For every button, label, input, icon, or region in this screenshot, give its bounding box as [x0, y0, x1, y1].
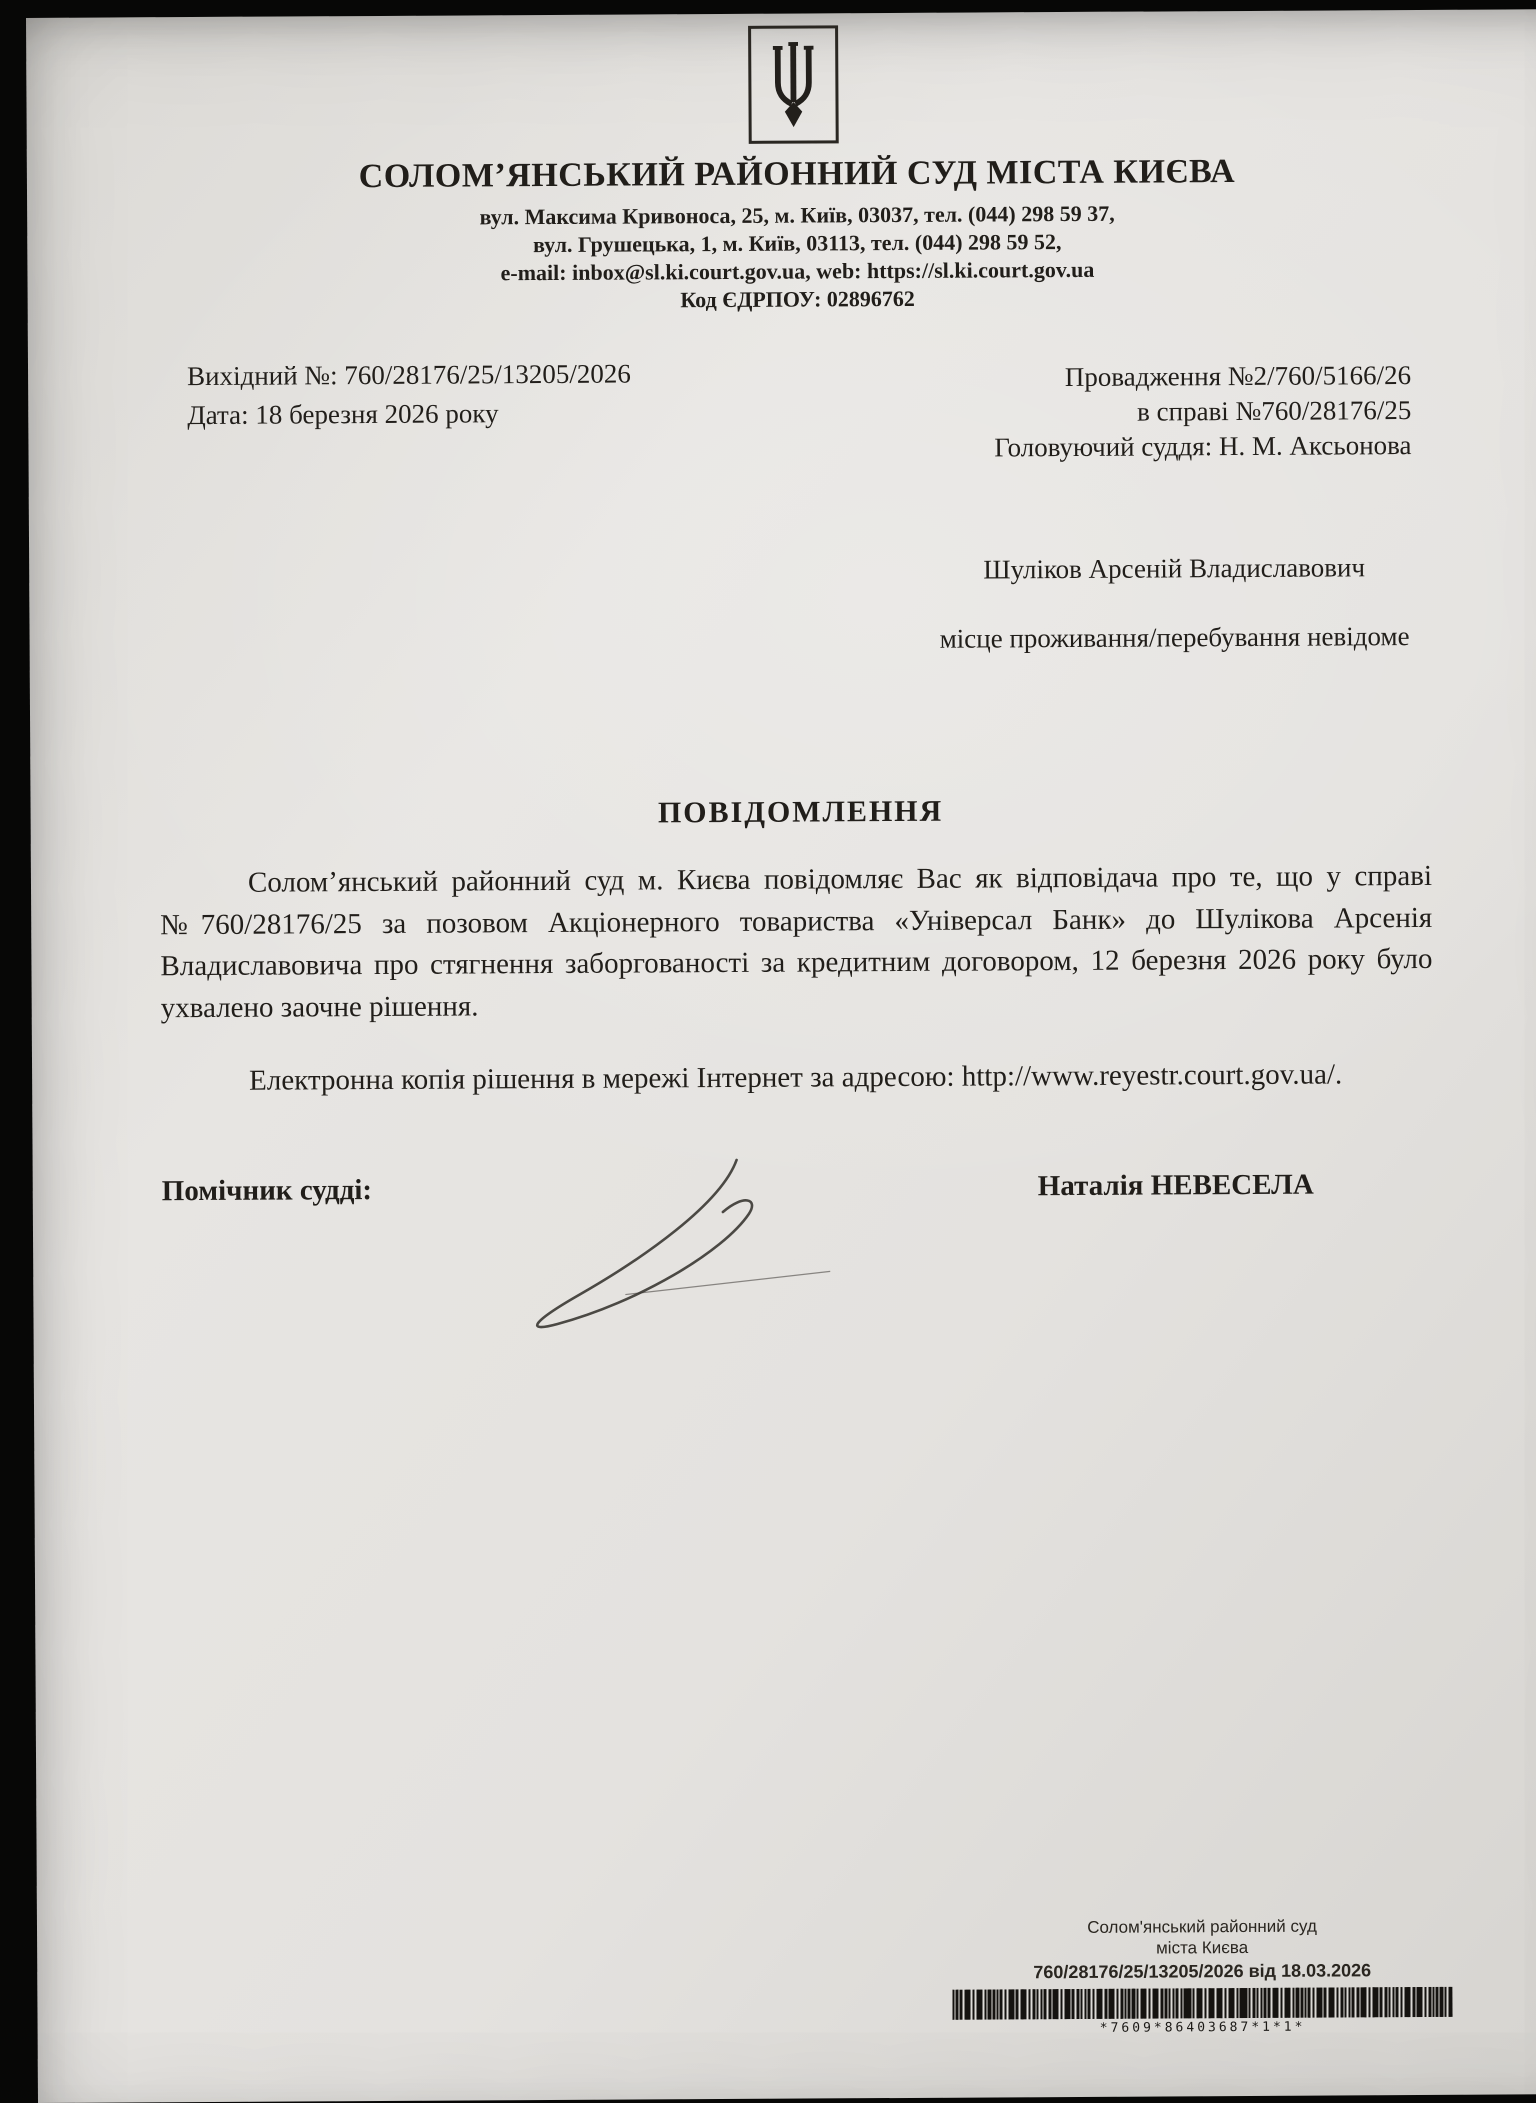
- addressee-name: Шуліков Арсеній Владиславович: [983, 552, 1366, 585]
- addressee-residence: місце проживання/перебування невідоме: [939, 621, 1410, 654]
- barcode-number: *7609*86403687*1*1*: [1099, 2019, 1306, 2036]
- court-address-line1: вул. Максима Кривоноса, 25, м. Київ, 03037, тел. (044) 298 59 37,: [479, 200, 1115, 230]
- letterhead: [167, 152, 1428, 317]
- presiding-judge: Головуючий суддя: Н. М. Аксьонова: [994, 430, 1412, 463]
- body-paragraph-1: Солом’янський районний суд м. Києва повідомляє Вас як відповідача про те, що у справі №760/28176/25 за позовом Акціонерного товариства «Універсал Банк» до Шулікова Арсенія Владиславовича про стягнення заборгованості за кредитним договором, 12 березня 2026 року було ухвалено заочне рішення.: [160, 859, 1433, 1024]
- outgoing-reference-block: [187, 355, 631, 436]
- proceeding-number: Провадження №2/760/5166/26: [1064, 360, 1412, 393]
- outgoing-date: Дата: 18 березня 2026 року: [187, 398, 499, 431]
- case-reference-block: [994, 358, 1412, 465]
- assistant-judge-label: Помічник судді:: [161, 1174, 373, 1208]
- footer-reference: 760/28176/25/13205/2026 від 18.03.2026: [1033, 1960, 1372, 1983]
- court-address-line2: вул. Грушецька, 1, м. Київ, 03113, тел. (044) 298 59 52,: [533, 229, 1062, 258]
- case-number: в справі №760/28176/25: [1137, 395, 1412, 427]
- handwritten-signature: [484, 1141, 835, 1358]
- outgoing-number: Вихідний №: 760/28176/25/13205/2026: [186, 358, 631, 392]
- ukraine-trident-icon: [764, 36, 823, 132]
- document-title: ПОВІДОМЛЕННЯ: [657, 794, 944, 830]
- body-paragraph-2: Електронна копія рішення в мережі Інтернет за адресою: http://www.reyestr.court.gov.ua/.: [249, 1058, 1343, 1097]
- court-emblem: [748, 25, 839, 144]
- addressee-block: [909, 552, 1440, 655]
- footer-court-line1: Солом'янський районний суд: [1087, 1916, 1317, 1937]
- document-page: [26, 9, 1536, 2103]
- footer-court-line2: міста Києва: [1156, 1937, 1249, 1958]
- court-name: СОЛОМ’ЯНСЬКИЙ РАЙОННИЙ СУД МІСТА КИЄВА: [358, 153, 1236, 196]
- court-edrpou-line: Код ЄДРПОУ: 02896762: [680, 285, 915, 313]
- document-barcode: [952, 1987, 1452, 2020]
- registration-footer: [952, 1915, 1453, 2037]
- assistant-judge-name: Наталія НЕВЕСЕЛА: [1037, 1168, 1314, 1203]
- court-contacts-line: e-mail: inbox@sl.ki.court.gov.ua, web: https://sl.ki.court.gov.ua: [500, 256, 1095, 286]
